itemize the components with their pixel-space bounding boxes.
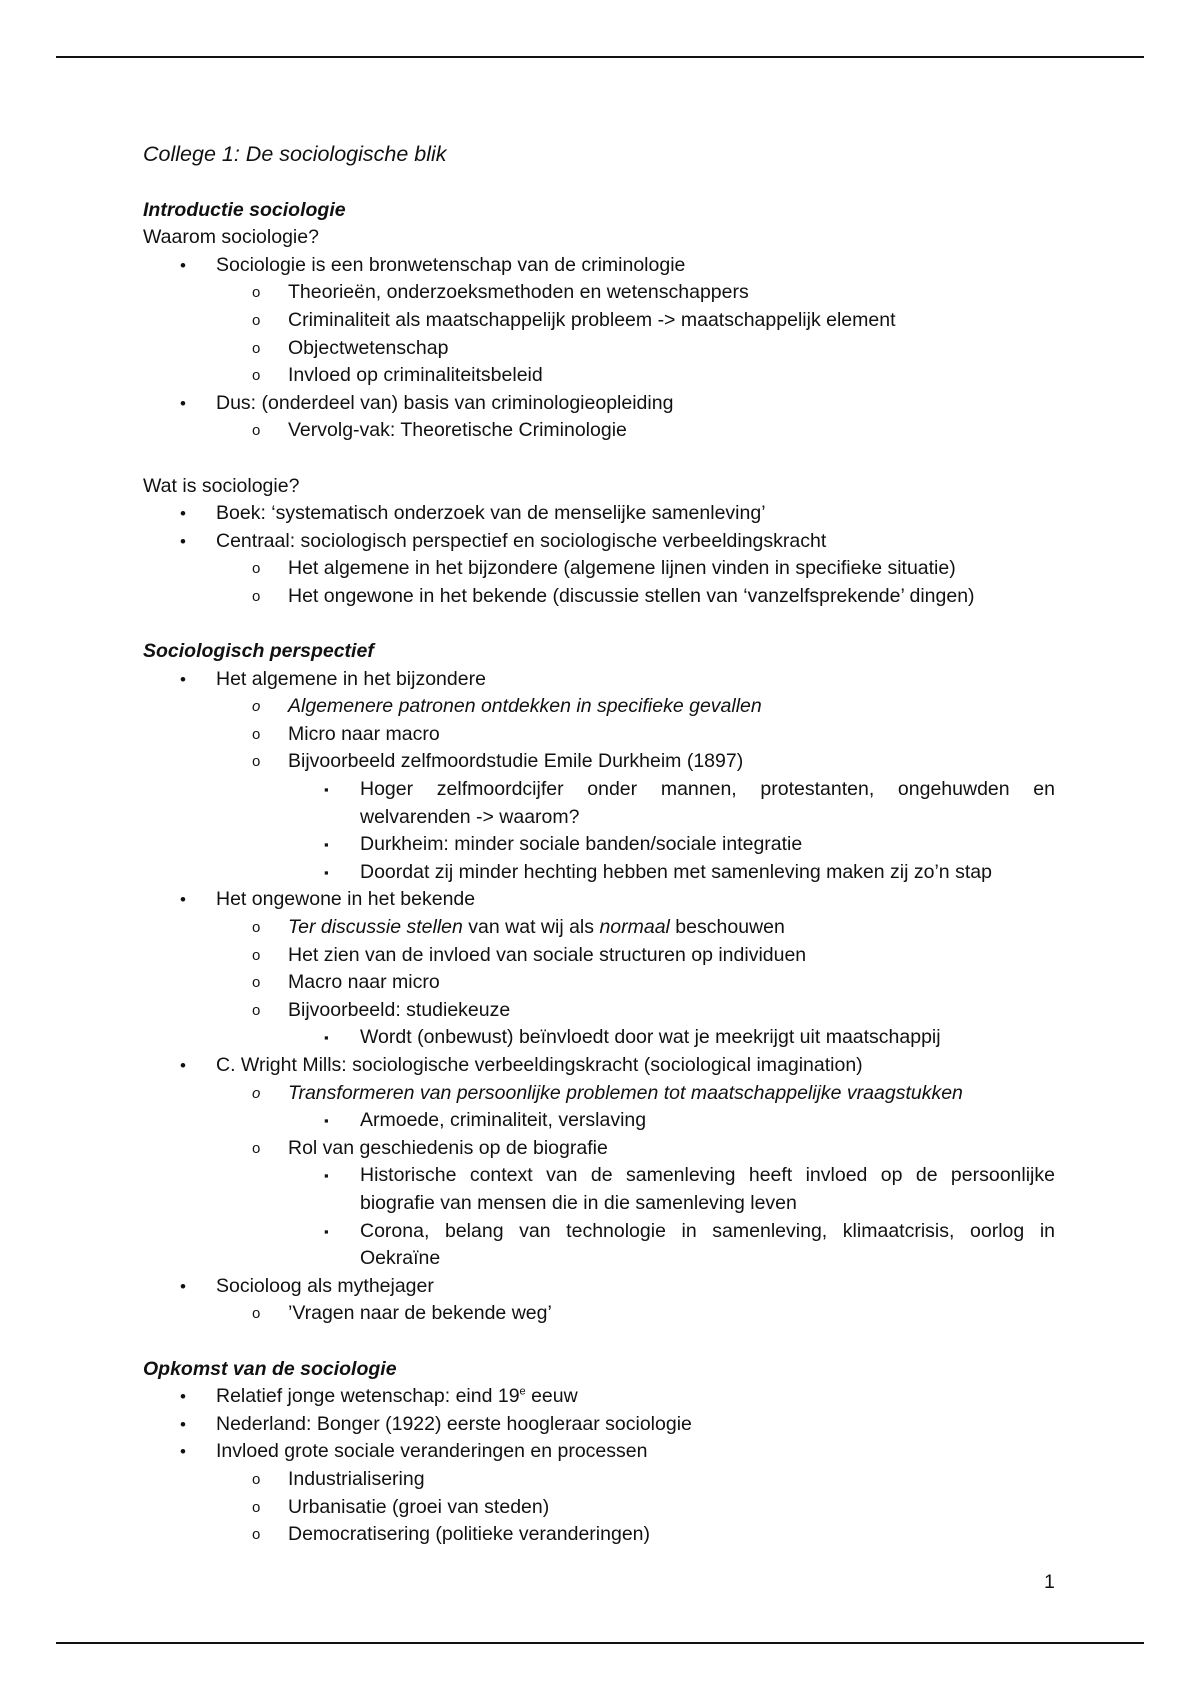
square-bullet-icon: ▪ bbox=[324, 837, 329, 853]
header-rule bbox=[56, 56, 1144, 58]
circle-bullet-icon: o bbox=[252, 946, 261, 964]
circle-bullet-icon: o bbox=[252, 284, 261, 302]
circle-bullet-icon: o bbox=[252, 1470, 261, 1488]
list-item: ▪ Corona, belang van technologie in samenleving, klimaatcrisis, oorlog in Oekraïne bbox=[324, 1219, 1055, 1270]
section-heading-perspectief: Sociologisch perspectief bbox=[143, 640, 374, 663]
list-item: o Micro naar macro bbox=[143, 721, 1055, 749]
list-item: ▪ Doordat zij minder hechting hebben met samenleving maken zij zo’n stap bbox=[143, 859, 1055, 887]
list-item: ▪ Wordt (onbewust) beïnvloedt door wat je meekrijgt uit maatschappij bbox=[143, 1024, 1055, 1052]
list-item: o Vervolg-vak: Theoretische Criminologie bbox=[143, 417, 1055, 445]
list-item: o Het algemene in het bijzondere (algemene lijnen vinden in specifieke situatie) bbox=[143, 555, 1055, 583]
circle-bullet-icon: o bbox=[252, 1001, 261, 1019]
circle-bullet-icon: o bbox=[252, 311, 261, 329]
circle-bullet-icon: o bbox=[252, 339, 261, 357]
circle-bullet-icon: o bbox=[252, 1305, 261, 1323]
list-item: o Criminaliteit als maatschappelijk probleem -> maatschappelijk element bbox=[143, 307, 1055, 335]
list-item: • Dus: (onderdeel van) basis van criminologieopleiding bbox=[143, 390, 1055, 418]
bullet-icon: • bbox=[180, 1276, 186, 1296]
list-item: o Invloed op criminaliteitsbeleid bbox=[143, 362, 1055, 390]
list-item: ▪ Historische context van de samenleving heeft invloed op de persoonlijke biografie van mensen die in die samenleving leven bbox=[324, 1164, 1055, 1214]
list-item: • Het algemene in het bijzondere bbox=[143, 666, 1055, 694]
question-wat-is: Wat is sociologie? bbox=[143, 474, 300, 497]
circle-bullet-icon: o bbox=[252, 560, 261, 578]
list-item: • Socioloog als mythejager bbox=[143, 1273, 1055, 1301]
circle-bullet-icon: o bbox=[252, 725, 261, 743]
bullet-icon: • bbox=[180, 1387, 186, 1407]
bullet-icon: • bbox=[180, 1056, 186, 1075]
circle-bullet-icon: o bbox=[252, 1498, 261, 1516]
square-bullet-icon: ▪ bbox=[324, 864, 329, 880]
square-bullet-icon: ▪ bbox=[324, 1168, 329, 1184]
list-item: o Algemenere patronen ontdekken in specifieke gevallen bbox=[143, 693, 1055, 721]
document-page bbox=[143, 141, 1055, 1549]
blank-line bbox=[143, 445, 1055, 473]
circle-bullet-icon: o bbox=[252, 698, 261, 716]
list-item: • Nederland: Bonger (1922) eerste hoogleraar sociologie bbox=[143, 1411, 1055, 1439]
blank-line bbox=[143, 1328, 1055, 1356]
list-item: o ’Vragen naar de bekende weg’ bbox=[143, 1300, 1055, 1328]
circle-bullet-icon: o bbox=[252, 367, 261, 385]
bullet-icon: • bbox=[180, 531, 186, 551]
blank-line bbox=[143, 611, 1055, 639]
circle-bullet-icon: o bbox=[252, 587, 261, 605]
section-heading-opkomst: Opkomst van de sociologie bbox=[143, 1357, 397, 1380]
list-item: • Het ongewone in het bekende bbox=[143, 886, 1055, 914]
bullet-icon: • bbox=[180, 890, 186, 910]
bullet-icon: • bbox=[180, 393, 186, 413]
bullet-icon: • bbox=[180, 504, 186, 524]
circle-bullet-icon: o bbox=[252, 919, 261, 937]
list-item: o Industrialisering bbox=[143, 1466, 1055, 1494]
list-item: • Boek: ‘systematisch onderzoek van de menselijke samenleving’ bbox=[143, 500, 1055, 528]
list-item: o Macro naar micro bbox=[143, 969, 1055, 997]
square-bullet-icon: ▪ bbox=[324, 1223, 329, 1239]
list-item: ▪ Hoger zelfmoordcijfer onder mannen, protestanten, ongehuwden en welvarenden -> waarom? bbox=[324, 778, 1055, 828]
circle-bullet-icon: o bbox=[252, 1084, 261, 1102]
circle-bullet-icon: o bbox=[252, 1526, 261, 1544]
bullet-icon: • bbox=[180, 255, 186, 275]
circle-bullet-icon: o bbox=[252, 422, 261, 440]
list-item: o Rol van geschiedenis op de biografie bbox=[143, 1135, 1055, 1163]
list-item: o Theorieën, onderzoeksmethoden en wetenschappers bbox=[143, 279, 1055, 307]
list-item: o Ter discussie stellen van wat wij als normaal beschouwen bbox=[143, 914, 1055, 942]
bullet-icon: • bbox=[180, 1442, 186, 1462]
square-bullet-icon: ▪ bbox=[324, 1030, 329, 1046]
circle-bullet-icon: o bbox=[252, 1139, 261, 1157]
bullet-icon: • bbox=[180, 669, 186, 689]
section-heading-introductie: Introductie sociologie bbox=[143, 198, 346, 221]
list-item: o Het ongewone in het bekende (discussie stellen van ‘vanzelfsprekende’ dingen) bbox=[143, 583, 1055, 611]
list-item: o Bijvoorbeeld zelfmoordstudie Emile Durkheim (1897) bbox=[143, 748, 1055, 776]
question-waarom: Waarom sociologie? bbox=[143, 226, 319, 249]
list-item: o Urbanisatie (groei van steden) bbox=[143, 1494, 1055, 1522]
list-item: • Relatief jonge wetenschap: eind 19e eeuw bbox=[143, 1383, 1055, 1411]
document-title: College 1: De sociologische blik bbox=[143, 142, 447, 166]
circle-bullet-icon: o bbox=[252, 974, 261, 992]
list-item: o Bijvoorbeeld: studiekeuze bbox=[143, 997, 1055, 1025]
footer-rule bbox=[56, 1642, 1144, 1644]
list-item: • Sociologie is een bronwetenschap van de criminologie bbox=[143, 252, 1055, 280]
bullet-icon: • bbox=[180, 1414, 186, 1434]
circle-bullet-icon: o bbox=[252, 753, 261, 771]
square-bullet-icon: ▪ bbox=[324, 1113, 329, 1129]
list-item: • Centraal: sociologisch perspectief en sociologische verbeeldingskracht bbox=[143, 528, 1055, 556]
list-item: ▪ Durkheim: minder sociale banden/sociale integratie bbox=[143, 831, 1055, 859]
list-item: o Transformeren van persoonlijke problemen tot maatschappelijke vraagstukken bbox=[143, 1080, 1055, 1108]
list-item: • Invloed grote sociale veranderingen en processen bbox=[143, 1438, 1055, 1466]
list-item: ▪ Armoede, criminaliteit, verslaving bbox=[143, 1107, 1055, 1135]
page-number: 1 bbox=[1044, 1571, 1055, 1593]
list-item: • C. Wright Mills: sociologische verbeeldingskracht (sociological imagination) bbox=[143, 1052, 1055, 1080]
list-item: o Democratisering (politieke veranderingen) bbox=[143, 1521, 1055, 1549]
square-bullet-icon: ▪ bbox=[324, 782, 329, 798]
list-item: o Objectwetenschap bbox=[143, 335, 1055, 363]
list-item: o Het zien van de invloed van sociale structuren op individuen bbox=[143, 942, 1055, 970]
